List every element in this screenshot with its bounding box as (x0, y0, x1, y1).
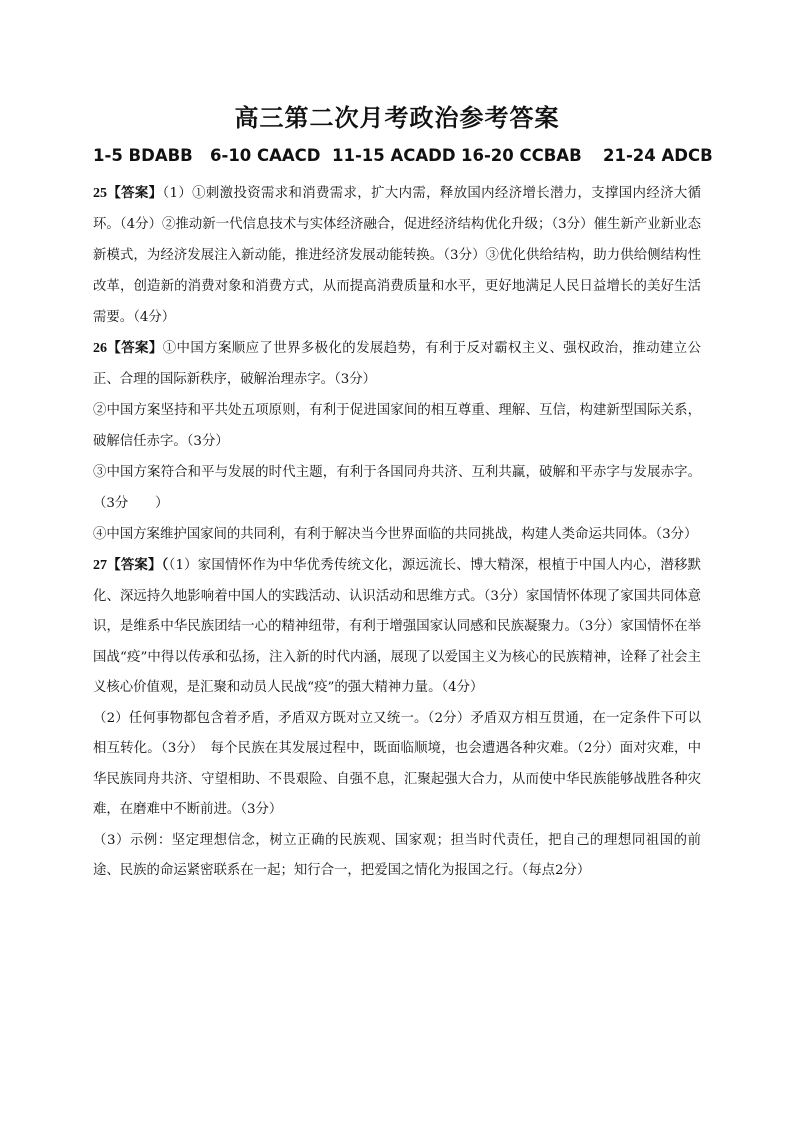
answer-paragraph: ②中国方案坚持和平共处五项原则，有利于促进国家间的相互尊重、理解、互信，构建新型国际关系，破解信任赤字。（3分） (93, 403, 701, 449)
question-25-answer (93, 178, 701, 333)
question-number: 26 (93, 341, 107, 356)
answer-paragraph: （3）示例：坚定理想信念，树立正确的民族观、国家观；担当时代责任，把自己的理想同祖国的前途、民族的命运紧密联系在一起；知行合一，把爱国之情化为报国之行。（每点2分） (93, 832, 701, 878)
answer-paragraph: ③中国方案符合和平与发展的时代主题，有利于各国同舟共济、互利共赢，破解和平赤字与发展赤字。（3分 ） (93, 465, 701, 511)
choice-answer-group: 6-10 CAACD (210, 146, 321, 165)
answer-paragraph: ④中国方案维护国家间的共同利，有利于解决当今世界面临的共同挑战，构建人类命运共同体。（3分） (93, 527, 698, 542)
answer-text: （1）①刺激投资需求和消费需求，扩大内需，释放国内经济增长潜力，支撑国内经济大循环。（4分）②推动新一代信息技术与实体经济融合，促进经济结构优化升级；（3分）催生新产业新业态新模式，为经济发展注入新动能，推进经济发展动能转换。（3分）③优化供给结构，助力供给侧结构性改革，创造新的消费对象和消费方式，从而提高消费质量和水平，更好地满足人民日益增长的美好生活需要。（4分） (93, 186, 702, 325)
choice-answer-group: 1-5 BDABB (93, 146, 193, 165)
page-title: 高三第二次月考政治参考答案 (234, 103, 560, 132)
question-number: 27 (93, 558, 107, 573)
answer-text: （1）家国情怀作为中华优秀传统文化，源远流长、博大精深，根植于中国人内心，潜移默化、深远持久地影响着中国人的实践活动、认识活动和思维方式。（3分）家国情怀体现了家国共同体意识，是维系中华民族团结一心的精神纽带，有利于增强国家认同感和民族凝聚力。（3分）家国情怀在举国战“疫”中得以传承和弘扬，注入新的时代内涵，展现了以爱国主义为核心的民族精神，诠释了社会主义核心价值观，是汇聚和动员人民战“疫”的强大精神力量。（4分） (93, 558, 701, 695)
question-number: 25 (93, 186, 107, 201)
answer-tag: 【答案】 (107, 340, 163, 356)
answer-text: ①中国方案顺应了世界多极化的发展趋势，有利于反对霸权主义、强权政治，推动建立公正、合理的国际新秩序，破解治理赤字。（3分） (93, 341, 702, 387)
choice-answer-group: 11-15 ACADD (332, 146, 456, 165)
answer-paragraph: （2）任何事物都包含着矛盾，矛盾双方既对立又统一。（2分）矛盾双方相互贯通，在一定条件下可以相互转化。（3分） 每个民族在其发展过程中，既面临顺境，也会遭遇各种灾难。（2分）面对灾难，中华民族同舟共济、守望相助、不畏艰险、自强不息，汇聚起强大合力，从而使中华民族能够战胜各种灾难，在磨难中不断前进。（3分） (93, 710, 701, 817)
choice-answer-group: 16-20 CCBAB (461, 146, 582, 165)
answer-tag: 【答案】（ (107, 557, 169, 573)
choice-answers-row (93, 146, 713, 165)
question-26-answer (93, 333, 701, 395)
answer-tag: 【答案】 (107, 185, 163, 201)
question-27-answer (93, 550, 701, 704)
answer-body (93, 178, 701, 887)
choice-answer-group: 21-24 ADCB (603, 146, 713, 165)
